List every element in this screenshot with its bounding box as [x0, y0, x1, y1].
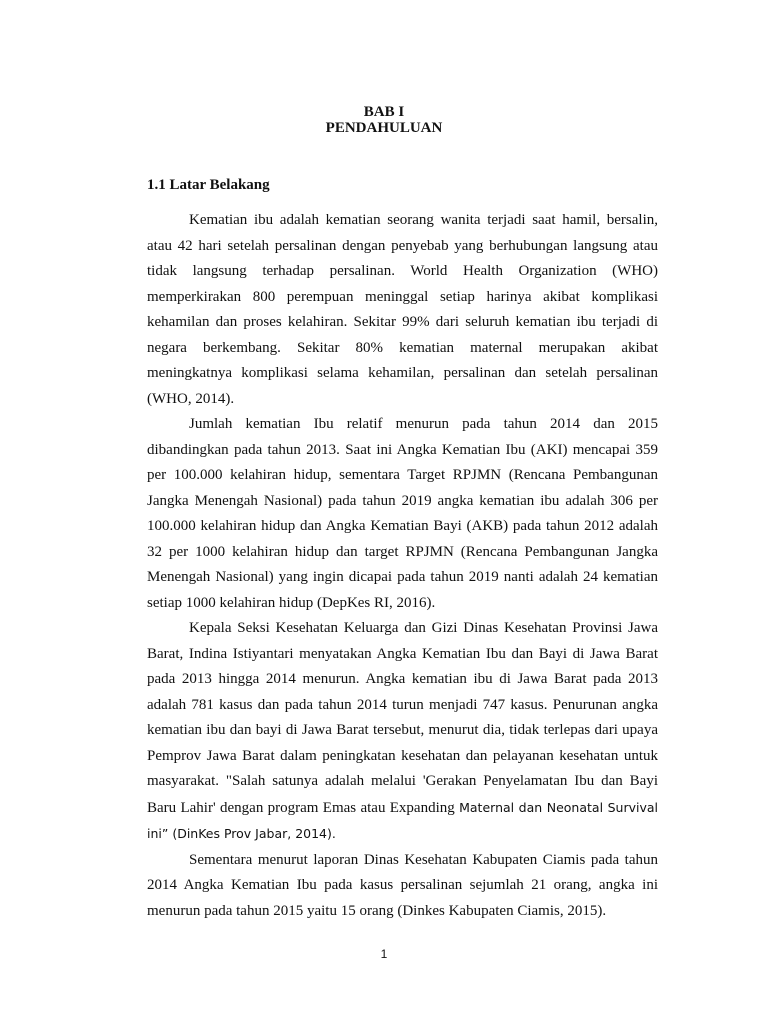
- paragraph-3-tail: Maternal dan Neonatal Survival ini” (DinKes Prov Jabar, 2014).: [147, 799, 659, 841]
- paragraph-1: Kematian ibu adalah kematian seorang wanita terjadi saat hamil, bersalin, atau 42 hari setelah persalinan dengan penyebab yang berhubungan langsung atau tidak langsung terhadap persalinan. World Health Organization (WHO) memperkirakan 800 perempuan meninggal setiap harinya akibat komplikasi kehamilan dan proses kelahiran. Sekitar 99% dari seluruh kematian ibu terjadi di negara berkembang. Sekitar 80% kematian maternal merupakan akibat meningkatnya komplikasi selama kehamilan, persalinan dan setelah persalinan (WHO, 2014).: [147, 212, 658, 407]
- paragraph-3: [147, 616, 658, 848]
- chapter-number: BAB I: [363, 104, 405, 120]
- paragraph-3-main: Kepala Seksi Kesehatan Keluarga dan Gizi Dinas Kesehatan Provinsi Jawa Barat, Indina Istiyantari menyatakan Angka Kematian Ibu dan Bayi di Jawa Barat pada 2013 hingga 2014 menurun. Angka kematian ibu di Jawa Barat pada 2013 adalah 781 kasus dan pada tahun 2014 turun menjadi 747 kasus. Penurunan angka kematian ibu dan bayi di Jawa Barat tersebut, menurut dia, tidak terlepas dari upaya Pemprov Jawa Barat dalam peningkatan kesehatan dan pelayanan kesehatan untuk masyarakat. "Salah satunya adalah melalui 'Gerakan Penyelamatan Ibu dan Bayi Baru Lahir' dengan program Emas atau Expanding: [147, 620, 658, 816]
- page-number: 1: [380, 947, 388, 961]
- body-text: [147, 208, 658, 924]
- section-heading: 1.1 Latar Belakang: [147, 177, 270, 193]
- chapter-title: PENDAHULUAN: [325, 120, 443, 136]
- paragraph-4: Sementara menurut laporan Dinas Kesehatan Kabupaten Ciamis pada tahun 2014 Angka Kematian Ibu pada kasus persalinan sejumlah 21 orang, angka ini menurun pada tahun 2015 yaitu 15 orang (Dinkes Kabupaten Ciamis, 2015).: [147, 851, 658, 919]
- paragraph-2: Jumlah kematian Ibu relatif menurun pada tahun 2014 dan 2015 dibandingkan pada tahun 2013. Saat ini Angka Kematian Ibu (AKI) mencapai 359 per 100.000 kelahiran hidup, sementara Target RPJMN (Rencana Pembangunan Jangka Menengah Nasional) pada tahun 2019 angka kematian ibu adalah 306 per 100.000 kelahiran hidup dan Angka Kematian Bayi (AKB) pada tahun 2012 adalah 32 per 1000 kelahiran hidup dan target RPJMN (Rencana Pembangunan Jangka Menengah Nasional) yang ingin dicapai pada tahun 2019 nanti adalah 24 kematian setiap 1000 kelahiran hidup (DepKes RI, 2016).: [147, 416, 658, 611]
